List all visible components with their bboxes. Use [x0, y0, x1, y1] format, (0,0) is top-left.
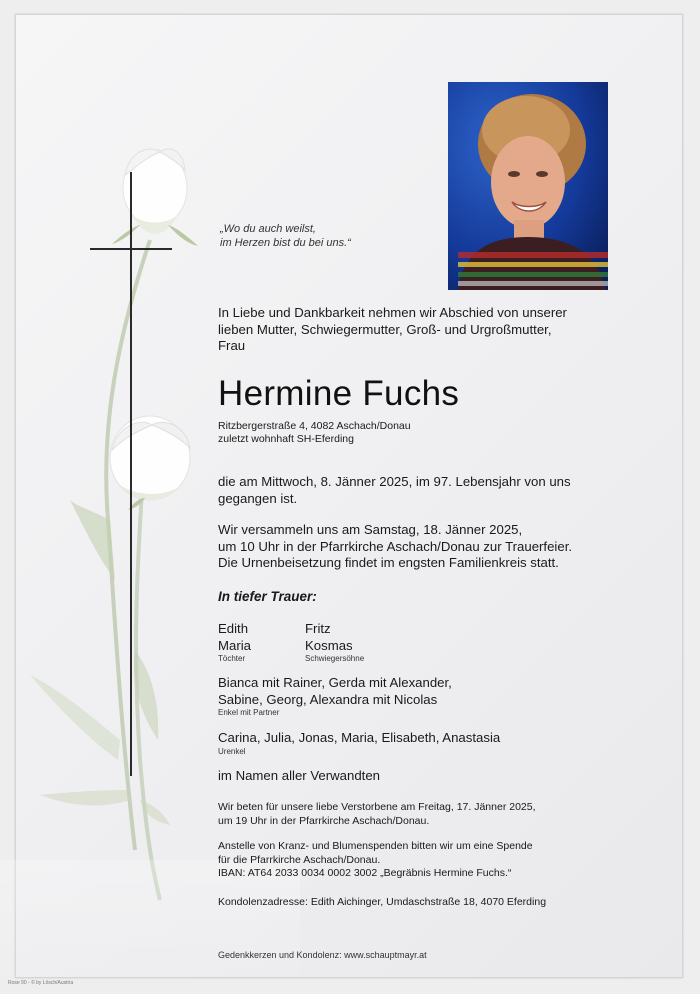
- intro-line: lieben Mutter, Schwiegermutter, Groß- und Urgroßmutter,: [218, 321, 552, 337]
- great-grandchildren-block: [218, 730, 500, 757]
- prayer-line: um 19 Uhr in der Pfarrkirche Aschach/Donau.: [218, 815, 430, 827]
- ceremony-line: um 10 Uhr in der Pfarrkirche Aschach/Donau zur Trauerfeier.: [218, 538, 573, 554]
- condolence-address: Kondolenzadresse: Edith Aichinger, Umdaschstraße 18, 4070 Eferding: [218, 896, 547, 908]
- memorial-quote: [220, 222, 351, 250]
- great-grandchildren-names: Carina, Julia, Jonas, Maria, Elisabeth, Anastasia: [218, 730, 501, 745]
- mourners-heading: In tiefer Trauer:: [218, 589, 317, 604]
- deceased-name: Hermine Fuchs: [218, 374, 460, 413]
- deceased-address-block: [218, 420, 411, 446]
- design-credit: Rose 90 - © by Lösch/Austria: [8, 980, 74, 986]
- death-notice: [218, 474, 571, 507]
- intro-line: Frau: [218, 338, 246, 353]
- great-grandchildren-label: Urenkel: [218, 746, 246, 756]
- quote-line: im Herzen bist du bei uns.“: [220, 237, 351, 249]
- sons-in-law-label: Schwiegersöhne: [305, 654, 365, 663]
- cross-horizontal: [90, 248, 172, 250]
- deceased-address: Ritzbergerstraße 4, 4082 Aschach/Donau: [218, 420, 411, 432]
- donation-line: für die Pfarrkirche Aschach/Donau.: [218, 853, 381, 866]
- death-notice-line: die am Mittwoch, 8. Jänner 2025, im 97. Lebensjahr von uns: [218, 474, 571, 489]
- middle-rose-icon: [110, 416, 190, 510]
- donation-iban: IBAN: AT64 2033 0034 0002 3002 „Begräbnis Hermine Fuchs.“: [218, 867, 512, 879]
- intro-line: In Liebe und Dankbarkeit nehmen wir Abschied von unserer: [218, 305, 567, 320]
- prayer-notice: [218, 800, 536, 828]
- intro-text: [218, 305, 567, 355]
- daughter-name: Edith: [218, 621, 249, 636]
- son-in-law-name: Kosmas: [305, 637, 353, 653]
- ceremony-line: Wir versammeln uns am Samstag, 18. Jänner 2025,: [218, 522, 523, 537]
- son-in-law-name: Fritz: [305, 621, 331, 636]
- prayer-line: Wir beten für unsere liebe Verstorbene am Freitag, 17. Jänner 2025,: [218, 801, 536, 813]
- death-notice-line: gegangen ist.: [218, 490, 298, 506]
- daughter-name: Maria: [218, 637, 251, 653]
- grandchildren-line: Sabine, Georg, Alexandra mit Nicolas: [218, 691, 438, 707]
- grandchildren-block: [218, 675, 452, 718]
- grandchildren-line: Bianca mit Rainer, Gerda mit Alexander,: [218, 675, 452, 690]
- ceremony-notice: [218, 522, 572, 572]
- relatives-line: im Namen aller Verwandten: [218, 768, 380, 783]
- grandchildren-label: Enkel mit Partner: [218, 708, 280, 717]
- cross-vertical: [130, 172, 132, 776]
- portrait-photo-image: [448, 82, 608, 290]
- portrait-photo: [448, 82, 608, 290]
- sons-in-law-block: [305, 621, 364, 664]
- daughters-block: [218, 621, 251, 664]
- daughters-label: Töchter: [218, 654, 246, 663]
- donation-line: Anstelle von Kranz- und Blumenspenden bitten wir um eine Spende: [218, 840, 533, 852]
- ceremony-line: Die Urnenbeisetzung findet im engsten Familienkreis statt.: [218, 555, 559, 570]
- donation-notice: [218, 840, 533, 881]
- deceased-residence: zuletzt wohnhaft SH-Eferding: [218, 433, 354, 445]
- top-rose-icon: [112, 149, 198, 246]
- quote-line: „Wo du auch weilst,: [220, 223, 316, 235]
- footer-website: Gedenkkerzen und Kondolenz: www.schauptmayr.at: [218, 950, 427, 960]
